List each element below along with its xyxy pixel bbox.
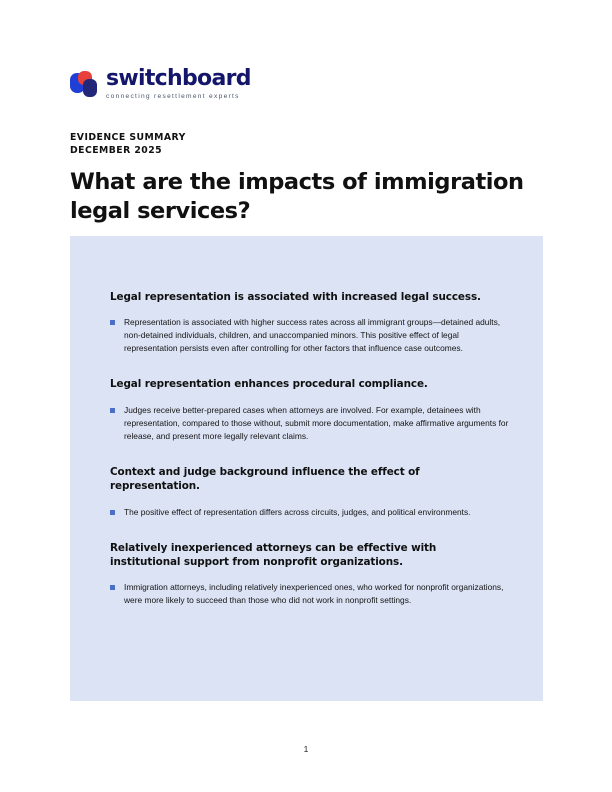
logo-shape-navy xyxy=(83,79,97,97)
switchboard-logo xyxy=(70,68,251,101)
document-date: DECEMBER 2025 xyxy=(70,145,163,157)
page-title: What are the impacts of immigration legal services? xyxy=(70,169,524,224)
finding-heading: Legal representation enhances procedural compliance. xyxy=(110,378,428,391)
finding-item xyxy=(110,290,510,355)
bullet-square-icon xyxy=(110,408,115,413)
finding-heading: Context and judge background influence the effect of representation. xyxy=(110,465,420,493)
list-item xyxy=(110,316,510,355)
logo-tagline: connecting resettlement experts xyxy=(106,93,240,100)
bullet-square-icon xyxy=(110,585,115,590)
finding-heading: Relatively inexperienced attorneys can be effective with institutional support from nonprofit organizations. xyxy=(110,541,437,568)
document-type-label: EVIDENCE SUMMARY xyxy=(70,132,186,143)
bullet-square-icon xyxy=(110,320,115,325)
list-item xyxy=(110,404,510,443)
logo-word: switchboard xyxy=(106,66,251,91)
list-item xyxy=(110,506,510,519)
document-meta xyxy=(70,131,186,158)
list-item xyxy=(110,581,510,607)
logo-wordmark xyxy=(106,68,251,100)
bullet-square-icon xyxy=(110,510,115,515)
finding-bullet-text: Representation is associated with higher success rates across all immigrant groups—detained adults, non-detained individuals, children, and unaccompanied minors. This positive effect of legal representation persists even after controlling for other factors that influence case outcomes. xyxy=(124,317,501,354)
finding-bullet-text: Judges receive better-prepared cases when attorneys are involved. For example, detainees with representation, compared to those without, submit more documentation, make affirmative arguments for release, and present more legally relevant claims. xyxy=(124,404,509,441)
key-findings-list xyxy=(110,290,510,629)
switchboard-logo-icon xyxy=(70,71,100,101)
key-findings-panel xyxy=(70,236,543,701)
finding-item xyxy=(110,465,510,519)
finding-heading: Legal representation is associated with increased legal success. xyxy=(110,291,481,303)
finding-item xyxy=(110,377,510,442)
finding-bullet-text: The positive effect of representation differs across circuits, judges, and political environments. xyxy=(124,506,471,517)
page-number: 1 xyxy=(303,744,309,754)
finding-item xyxy=(110,541,510,608)
finding-bullet-text: Immigration attorneys, including relatively inexperienced ones, who worked for nonprofit organizations, were more likely to succeed than those who did not work in nonprofit settings. xyxy=(124,582,504,606)
